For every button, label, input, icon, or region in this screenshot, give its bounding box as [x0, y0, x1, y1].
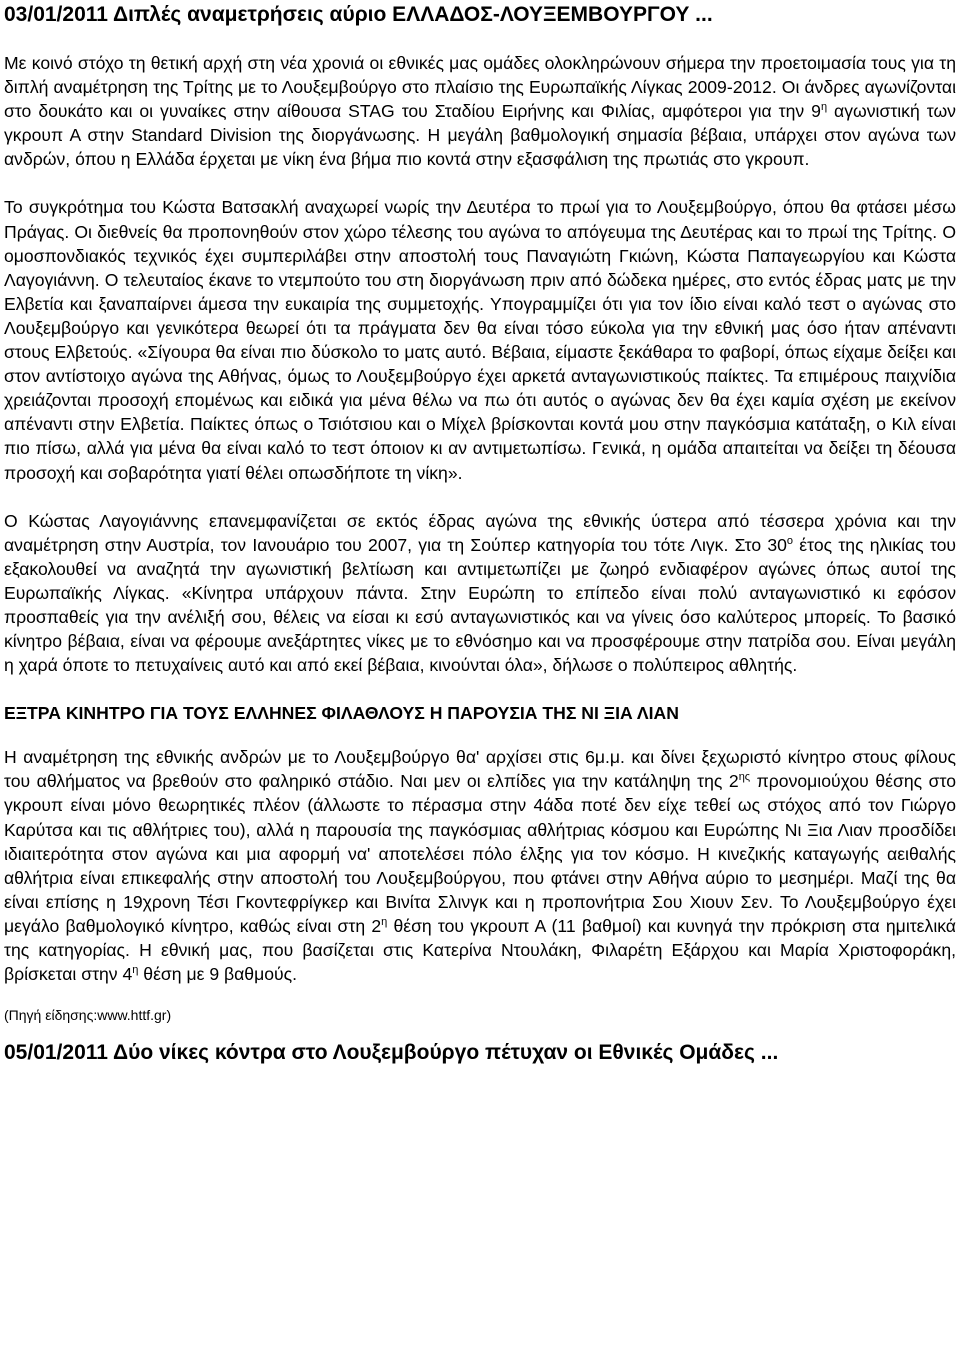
ordinal-superscript: η: [820, 101, 828, 114]
paragraph-3-text-a: Ο Κώστας Λαγογιάννης επανεμφανίζεται σε εκτός έδρας αγώνα της εθνικής ύστερα από τέσσερα χρόνια και την αναμέτρηση στην Αυστρία, τον Ιανουάριο του 2007, για τη Σούπερ κατηγορία του τότε Λιγκ. Στο 30: [4, 510, 956, 555]
paragraph-3-text-b: έτος της ηλικίας του εξακολουθεί να αναζητά την αγωνιστική βελτίωση και αντιμετωπίζει με ζωηρό ενδιαφέρον αγώνες όπως αυτοί της Ευρωπαϊκής Λίγκας. «Κίνητρα υπάρχουν πάντα. Στην Ευρώπη το επίπεδο είναι πολύ ανταγωνιστικό κι εφόσον προσπαθείς για την ανέλιξή σου, θέλεις να είσαι κι εσύ ανταγωνιστικός και να γίνεις όσο καλύτερος μπορείς. Το βασικό κίνητρο βέβαια, είναι να φέρουμε ανεξάρτητες νίκες με το εθνόσημο και να προσφέρουμε στην πατρίδα σου. Είναι μεγάλη η χαρά όποτε το πετυχαίνεις αυτό και από εκεί βέβαια, κινούνται όλα», δήλωσε ο πολύπειρος αθλητής.: [4, 534, 956, 676]
article-paragraph-4: [4, 745, 956, 986]
paragraph-1-text-a: Με κοινό στόχο τη θετική αρχή στη νέα χρονιά οι εθνικές μας ομάδες ολοκληρώνουν σήμερα την προετοιμασία τους για τη διπλή αναμέτρηση της Τρίτης με το Λουξεμβούργο στο πλαίσιο της Ευρωπαϊκής Λίγκας 2009-2012. Οι άνδρες αγωνίζονται στο δουκάτο και οι γυναίκες στην αίθουσα STAG του Σταδίου Ειρήνης και Φιλίας, αμφότεροι για την 9: [4, 53, 956, 122]
next-article-headline[interactable]: 05/01/2011 Δύο νίκες κόντρα στο Λουξεμβούργο πέτυχαν οι Εθνικές Ομάδες ...: [4, 1041, 779, 1065]
paragraph-4-text-b: προνομιούχου θέσης στο γκρουπ είναι μόνο θεωρητικές πλέον (άλλωστε το πέρασμα στην 4άδα ποτέ δεν είχε τεθεί ως στόχος από τον Γιώργο Καρύτσα και τις αθλήτριες του), αλλά η παρουσία της παγκόσμιας αθλήτριας κόσμου και Ευρώπης Νι Ξια Λιαν προσδίδει ιδιαιτερότητα στον αγώνα και μια αφορμή να' αποτελέσει πόλο έλξης για τον κόσμο. Η κινεζικής καταγωγής αειθαλής αθλήτρια είναι επικεφαλής στην αποστολή του Λουξεμβούργου, που φτάνει στην Αθήνα αύριο το μεσημέρι. Μαζί της θα είναι επίσης η 19χρονη Τέσι Γκοντεφρίγκερ και Βινίτα Σλινγκ και η προπονήτρια Σου Χιουν Σεν. Το Λουξεμβούργο έχει μεγάλο βαθμολογικό κίνητρο, καθώς είναι στη 2: [4, 771, 956, 936]
paragraph-1-text-b: αγωνιστική των γκρουπ Α στην Standard Division της διοργάνωσης. Η μεγάλη βαθμολογική σημασία βέβαια, υπάρχει στον αγώνα των ανδρών, όπου η Ελλάδα έρχεται με νίκη ένα βήμα πιο κοντά στην εξασφάλιση της πρωτιάς στο γκρουπ.: [4, 101, 956, 170]
article-page: [4, 0, 956, 1066]
ordinal-superscript: ο: [786, 534, 794, 547]
news-source: (Πηγή είδησης:www.httf.gr): [4, 1007, 172, 1024]
article-paragraph-3: [4, 509, 956, 678]
article-headline[interactable]: 03/01/2011 Διπλές αναμετρήσεις αύριο ΕΛΛΑΔΟΣ-ΛΟΥΞΕΜΒΟΥΡΓΟΥ ...: [4, 3, 713, 26]
ordinal-superscript: η: [381, 915, 388, 928]
section-title: ΕΞΤΡΑ ΚΙΝΗΤΡΟ ΓΙΑ ΤΟΥΣ ΕΛΛΗΝΕΣ ΦΙΛΑΘΛΟΥΣ Η ΠΑΡΟΥΣΙΑ ΤΗΣ ΝΙ ΞΙΑ ΛΙΑΝ: [4, 703, 679, 724]
ordinal-superscript: ης: [738, 771, 751, 784]
paragraph-4-text-c: θέση του γκρουπ Α (11 βαθμοί) και κυνηγά την πρόκριση στα ημιτελικά της κατηγορίας. Η εθνική μας, που βασίζεται στις Κατερίνα Ντουλάκη, Φιλαρέτη Εξάρχου και Μαρία Χριστοφοράκη, βρίσκεται στην 4: [4, 915, 956, 985]
ordinal-superscript: η: [132, 964, 139, 977]
paragraph-4-text-a: Η αναμέτρηση της εθνικής ανδρών με το Λουξεμβούργο θα' αρχίσει στις 6μ.μ. και δίνει ξεχωριστό κίνητρο στους φίλους του αθλήματος να βρεθούν στο φαληρικό στάδιο. Ναι μεν οι ελπίδες για την κατάληψη της 2: [4, 747, 956, 792]
paragraph-4-text-d: θέση με 9 βαθμούς.: [138, 964, 297, 985]
article-paragraph-1: [4, 51, 956, 171]
article-paragraph-2: Το συγκρότημα του Κώστα Βατσακλή αναχωρεί νωρίς την Δευτέρα το πρωί για το Λουξεμβούργο, όπου θα φτάσει μέσω Πράγας. Οι διεθνείς θα προπονηθούν στον χώρο τέλεσης του αγώνα το απόγευμα της Δευτέρας και το πρωί της Τρίτης. Ο ομοσπονδιακός τεχνικός έχει συμπεριλάβει στην αποστολή τους Παναγιώτη Γκιώνη, Κώστα Παπαγεωργίου και Κώστα Λαγογιάννη. Ο τελευταίος έκανε το ντεμπούτο του στη διοργάνωση πριν από δώδεκα ημέρες, στο εντός έδρας ματς με την Ελβετία και ξαναπαίρνει άμεσα την ευκαιρία της συμμετοχής. Υπογραμμίζει ότι για τον ίδιο είναι καλό τεστ ο αγώνας στο Λουξεμβούργο και γενικότερα θεωρεί ότι τα πράγματα δεν θα είναι τόσο εύκολα για την εθνική μας όσο ήταν απέναντι στους Ελβετούς. «Σίγουρα θα είναι πιο δύσκολο το ματς αυτό. Βέβαια, είμαστε ξεκάθαρα το φαβορί, όπως είχαμε δείξει και στον αντίστοιχο αγώνα της Αθήνας, όμως το Λουξεμβούργο έχει αρκετά ανταγωνιστικούς παίκτες. Τα επιμέρους παιχνίδια χρειάζονται προσοχή επομένως και ειδικά για μένα θέλω να πω ότι αυτός ο αγώνας δεν θα έχει καμία σχέση με εκείνον απέναντι στην Ελβετία. Παίκτες όπως ο Τσιότσιου και ο Μίχελ βρίσκονται κοντά μου στην παγκόσμια κατάταξη, ο Κιλ είναι πιο πίσω, αλλά για μένα θα είναι καλό το τεστ όποιον κι αν αντιμετωπίσω. Γενικά, η ομάδα απαιτείται να δείξει τη δέουσα προσοχή και σοβαρότητα γιατί θέλει οπωσδήποτε τη νίκη».: [4, 197, 956, 483]
